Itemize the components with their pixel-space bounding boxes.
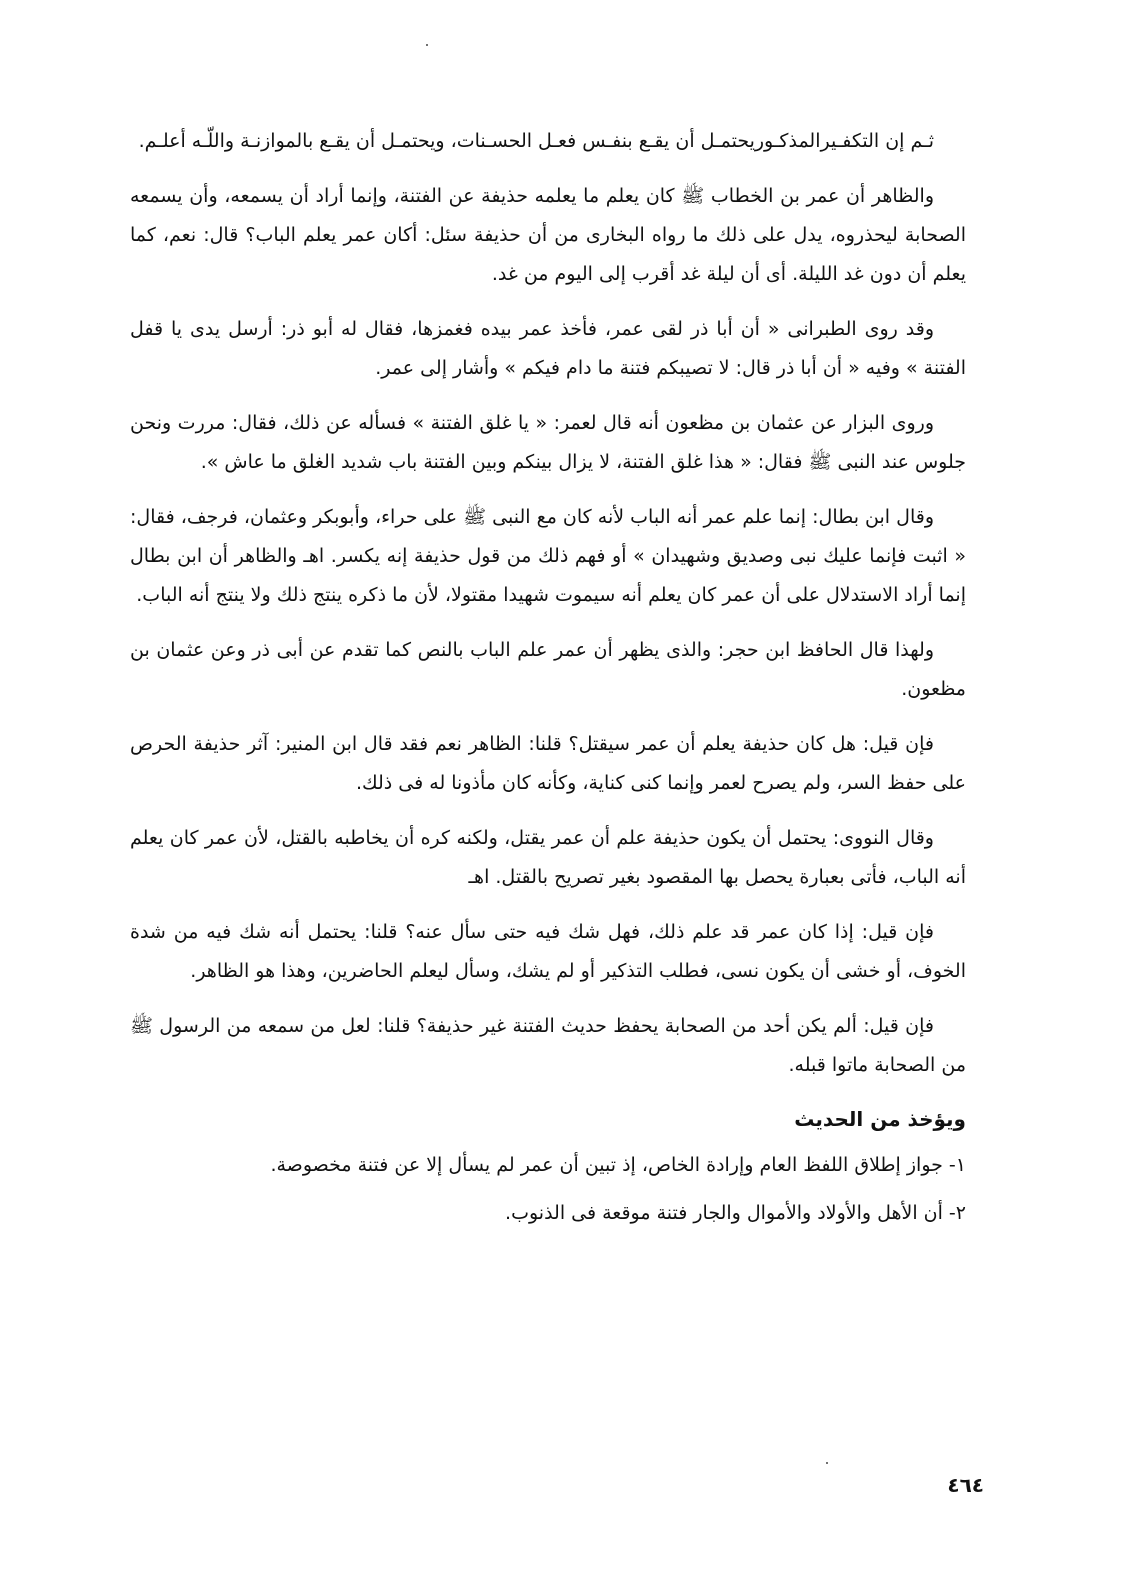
paragraph-tabarani: وقد روى الطبرانى « أن أبا ذر لقى عمر، فأخذ عمر بيده فغمزها، فقال له أبو ذر: أرسل يدى يا قفل الفتنة » وفيه « أن أبا ذر قال: لا تصيبكم فتنة ما دام فيكم » وأشار إلى عمر.: [130, 318, 966, 379]
section-heading: ويؤخذ من الحديث: [794, 1107, 966, 1131]
paragraph-hudhayfa-question: فإن قيل: هل كان حذيفة يعلم أن عمر سيقتل؟ قلنا: الظاهر نعم فقد قال ابن المنير: آثر حذيفة الحرص على حفظ السر، ولم يصرح لعمر وإنما كنى كناية، وكأنه كان مأذونا له فى ذلك.: [130, 733, 966, 794]
scan-speck: [426, 44, 428, 46]
scan-speck: [826, 1462, 828, 1464]
paragraph-nawawi: وقال النووى: يحتمل أن يكون حذيفة علم أن عمر يقتل، ولكنه كره أن يخاطبه بالقتل، لأن عمر كان يعلم أنه الباب، فأتى بعبارة يحصل بها المقصود بغير تصريح بالقتل. اهـ: [130, 827, 966, 888]
list-item: ١- جواز إطلاق اللفظ العام وإرادة الخاص، إذ تبين أن عمر لم يسأل إلا عن فتنة مخصوصة.: [270, 1154, 966, 1176]
paragraph-takfir: ثـم إن التكفـيرالمذكـوريحتمـل أن يقـع بنفـس فعـل الحسـنات، ويحتمـل أن يقـع بالموازنـة واللّـه أعلـم.: [138, 130, 934, 152]
list-item: ٢- أن الأهل والأولاد والأموال والجار فتنة موقعة فى الذنوب.: [505, 1202, 966, 1224]
paragraph-doubt-question: فإن قيل: إذا كان عمر قد علم ذلك، فهل شك فيه حتى سأل عنه؟ قلنا: يحتمل أنه شك فيه من شدة الخوف، أو خشى أن يكون نسى، فطلب التذكير أو لم يشك، وسأل ليعلم الحاضرين، وهذا هو الظاهر.: [130, 921, 966, 982]
page-body: [130, 122, 966, 1243]
paragraph-umar-knowledge: والظاهر أن عمر بن الخطاب ﷺ كان يعلم ما يعلمه حذيفة عن الفتنة، وإنما أراد أن يسمعه، وأن يسمعه الصحابة ليحذروه، يدل على ذلك ما رواه البخارى من أن حذيفة سئل: أكان عمر يعلم الباب؟ قال: نعم، كما يعلم أن دون غد الليلة. أى أن ليلة غد أقرب إلى اليوم من غد.: [130, 185, 966, 285]
paragraph-bazzar: وروى البزار عن عثمان بن مظعون أنه قال لعمر: « يا غلق الفتنة » فسأله عن ذلك، فقال: مررت ونحن جلوس عند النبى ﷺ فقال: « هذا غلق الفتنة، لا يزال بينكم وبين الفتنة باب شديد الغلق ما عاش ».: [130, 412, 966, 473]
page-number: ٤٦٤: [947, 1473, 984, 1497]
paragraph-ibn-battal: وقال ابن بطال: إنما علم عمر أنه الباب لأنه كان مع النبى ﷺ على حراء، وأبوبكر وعثمان، فرجف، فقال: « اثبت فإنما عليك نبى وصديق وشهيدان » أو فهم ذلك من قول حذيفة إنه يكسر. اهـ والظاهر أن ابن بطال إنما أراد الاستدلال على أن عمر كان يعلم أنه سيموت شهيدا مقتولا، لأن ما ذكره ينتج ذلك ولا ينتج أنه الباب.: [130, 506, 966, 606]
paragraph-ibn-hajar: ولهذا قال الحافظ ابن حجر: والذى يظهر أن عمر علم الباب بالنص كما تقدم عن أبى ذر وعن عثمان بن مظعون.: [130, 639, 966, 700]
paragraph-companions-question: فإن قيل: ألم يكن أحد من الصحابة يحفظ حديث الفتنة غير حذيفة؟ قلنا: لعل من سمعه من الرسول ﷺ من الصحابة ماتوا قبله.: [130, 1015, 966, 1076]
